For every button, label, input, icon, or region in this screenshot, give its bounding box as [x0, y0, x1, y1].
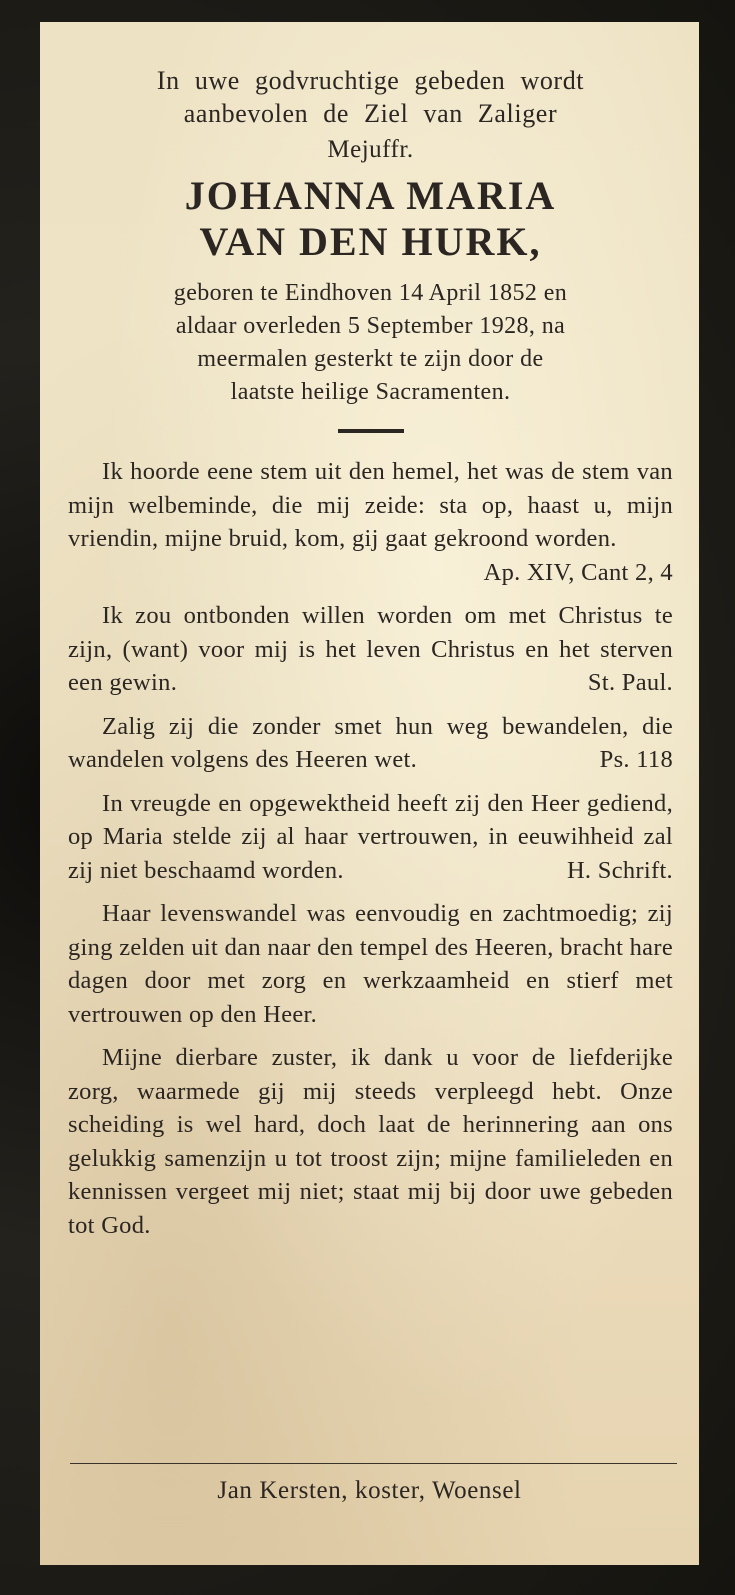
- life-description-paragraph: Haar levenswandel was eenvoudig en zachtmoedig; zij ging zelden uit dan naar den tempel des Heeren, bracht hare dagen door met zorg en werkzaamheid en stierf met vertrouwen op den Heer.: [68, 900, 673, 1028]
- dates-line-2: aldaar overleden 5 September 1928, na: [175, 313, 566, 339]
- scripture-passage: [68, 787, 673, 888]
- passage-citation: Ap. XIV, Cant 2, 4: [483, 558, 673, 586]
- birth-death-details: [68, 277, 673, 409]
- passage-citation: H. Schrift.: [566, 856, 673, 884]
- name-line-1: JOHANNA MARIA: [184, 173, 557, 218]
- scripture-passage: [68, 455, 673, 589]
- scripture-passage: [68, 599, 673, 700]
- passage-text: In vreugde en opgewektheid heeft zij den Heer gediend, op Maria stelde zij al haar vertrouwen, in eeuwihheid zal zij niet beschaamd worden.: [68, 789, 673, 884]
- dates-line-1: geboren te Eindhoven 14 April 1852 en: [173, 280, 568, 306]
- intro-line-2: aanbevolen de Ziel van Zaliger: [183, 99, 558, 128]
- dates-line-3: meermalen gesterkt te zijn door de: [197, 346, 544, 372]
- scripture-passage: [68, 710, 673, 777]
- intro-line-1: In uwe godvruchtige gebeden wordt: [156, 66, 585, 95]
- dates-line-4: laatste heilige Sacramenten.: [230, 379, 511, 405]
- name-line-2: VAN DEN HURK,: [199, 219, 542, 264]
- printer-credit: Jan Kersten, koster, Woensel: [217, 1477, 522, 1504]
- passage-text: Zalig zij die zonder smet hun weg bewandelen, die wandelen volgens des Heeren wet.: [68, 712, 673, 773]
- passage-citation: St. Paul.: [587, 669, 673, 696]
- passage-text: Ik hoorde eene stem uit den hemel, het was de stem van mijn welbeminde, die mij zeide: sta op, haast u, mijn vriendin, mijne bruid, kom, gij gaat gekroond worden.: [68, 458, 673, 552]
- farewell-paragraph: Mijne dierbare zuster, ik dank u voor de liefderijke zorg, waarmede gij mij steeds verpleegd hebt. Onze scheiding is wel hard, doch laat de herinnering aan ons gelukkig samenzijn u tot troost zijn; mijne familieleden en kennissen vergeet mij niet; staat mij bij door uwe gebeden tot God.: [68, 1044, 673, 1239]
- passage-citation: Ps. 118: [599, 746, 673, 773]
- intro-text: [68, 64, 673, 130]
- divider-rule: [338, 429, 404, 433]
- deceased-name: [68, 173, 673, 265]
- memorial-card-paper: [40, 22, 699, 1565]
- footer-rule: [70, 1463, 677, 1464]
- passage-text: Ik zou ontbonden willen worden om met Christus te zijn, (want) voor mij is het leven Christus en het sterven een gewin.: [68, 602, 673, 696]
- honorific-title: Mejuffr.: [327, 136, 414, 163]
